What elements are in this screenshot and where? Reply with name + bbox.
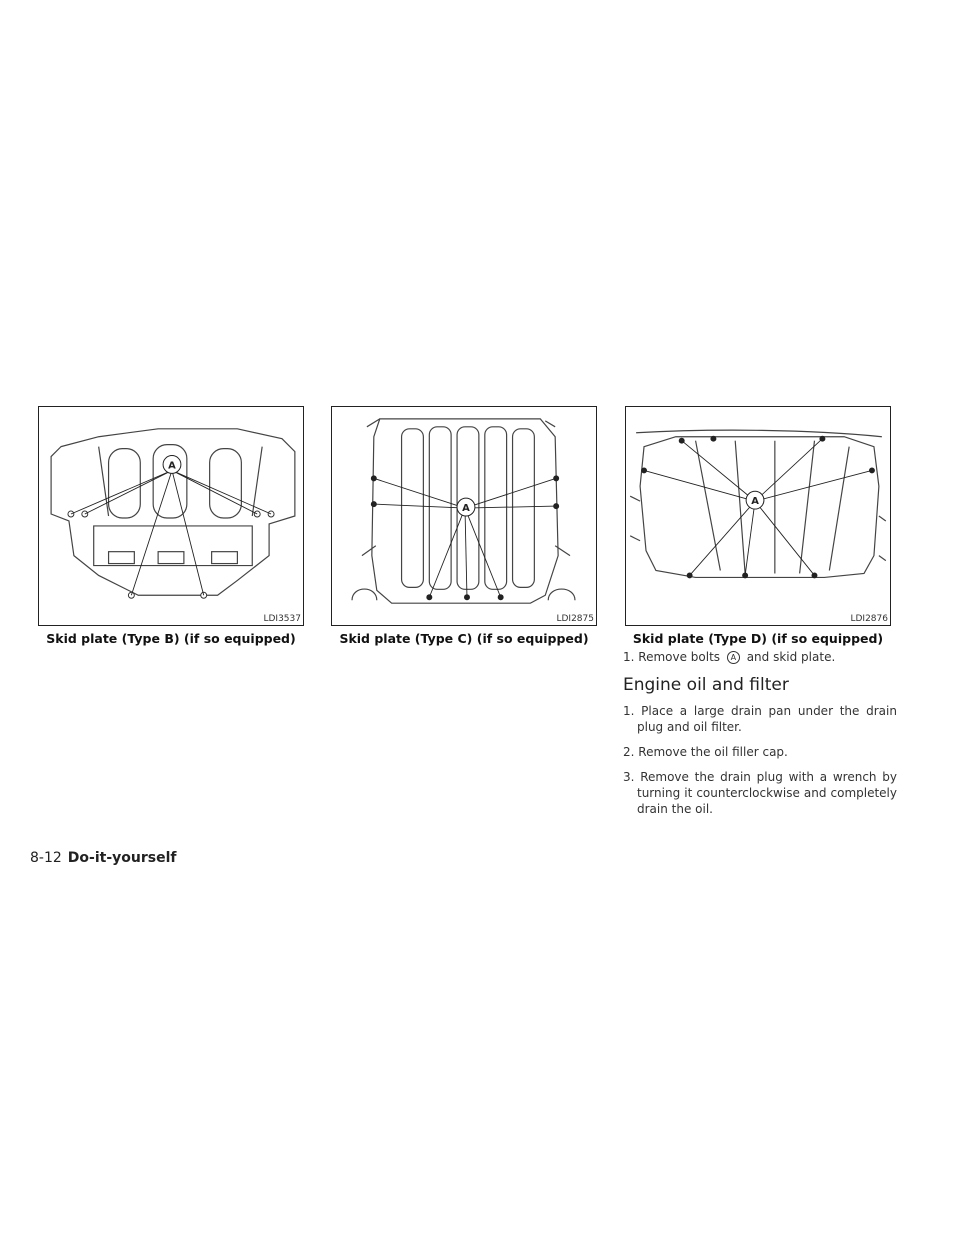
callout-a-label: A <box>462 503 470 515</box>
figure-skid-plate-type-c <box>331 406 597 626</box>
figure-caption: Skid plate (Type B) (if so equipped) <box>46 631 296 646</box>
callout-a-label: A <box>168 460 176 472</box>
step-number: 3. <box>623 770 635 784</box>
step-3 <box>623 769 897 817</box>
step-text: Place a large drain pan under the drain plug and oil filter. <box>637 704 897 734</box>
figure-skid-plate-type-b <box>38 406 304 626</box>
figure-code: LDI3537 <box>263 614 301 624</box>
page-footer <box>30 850 176 866</box>
step-number: 1. <box>623 650 635 664</box>
figure-code: LDI2875 <box>556 614 594 624</box>
callout-a-label: A <box>751 496 759 508</box>
step-text-before: Remove bolts <box>638 650 721 664</box>
intro-step <box>623 649 897 674</box>
step-text-after: and skid plate. <box>746 650 836 664</box>
skid-plate-type-b-illustration <box>39 407 303 625</box>
engine-oil-section <box>623 677 897 826</box>
figure-caption: Skid plate (Type D) (if so equipped) <box>632 631 884 646</box>
section-name: Do-it-yourself <box>67 850 177 866</box>
step-2 <box>623 744 897 760</box>
step-text: Remove the drain plug with a wrench by turning it counterclockwise and completely drain the oil. <box>637 770 897 816</box>
section-title: Engine oil and filter <box>623 675 789 695</box>
skid-plate-type-c-illustration <box>332 407 596 625</box>
page-number: 8-12 <box>30 850 62 866</box>
skid-plate-type-d-illustration <box>626 407 890 625</box>
figure-skid-plate-type-d <box>625 406 891 626</box>
step-text: Remove the oil filler cap. <box>638 745 788 759</box>
figure-code: LDI2876 <box>850 614 888 624</box>
callout-a-icon: A <box>727 651 740 664</box>
step-1 <box>623 703 897 735</box>
step-number: 2. <box>623 745 635 759</box>
figure-caption: Skid plate (Type C) (if so equipped) <box>339 631 589 646</box>
step-number: 1. <box>623 704 635 718</box>
